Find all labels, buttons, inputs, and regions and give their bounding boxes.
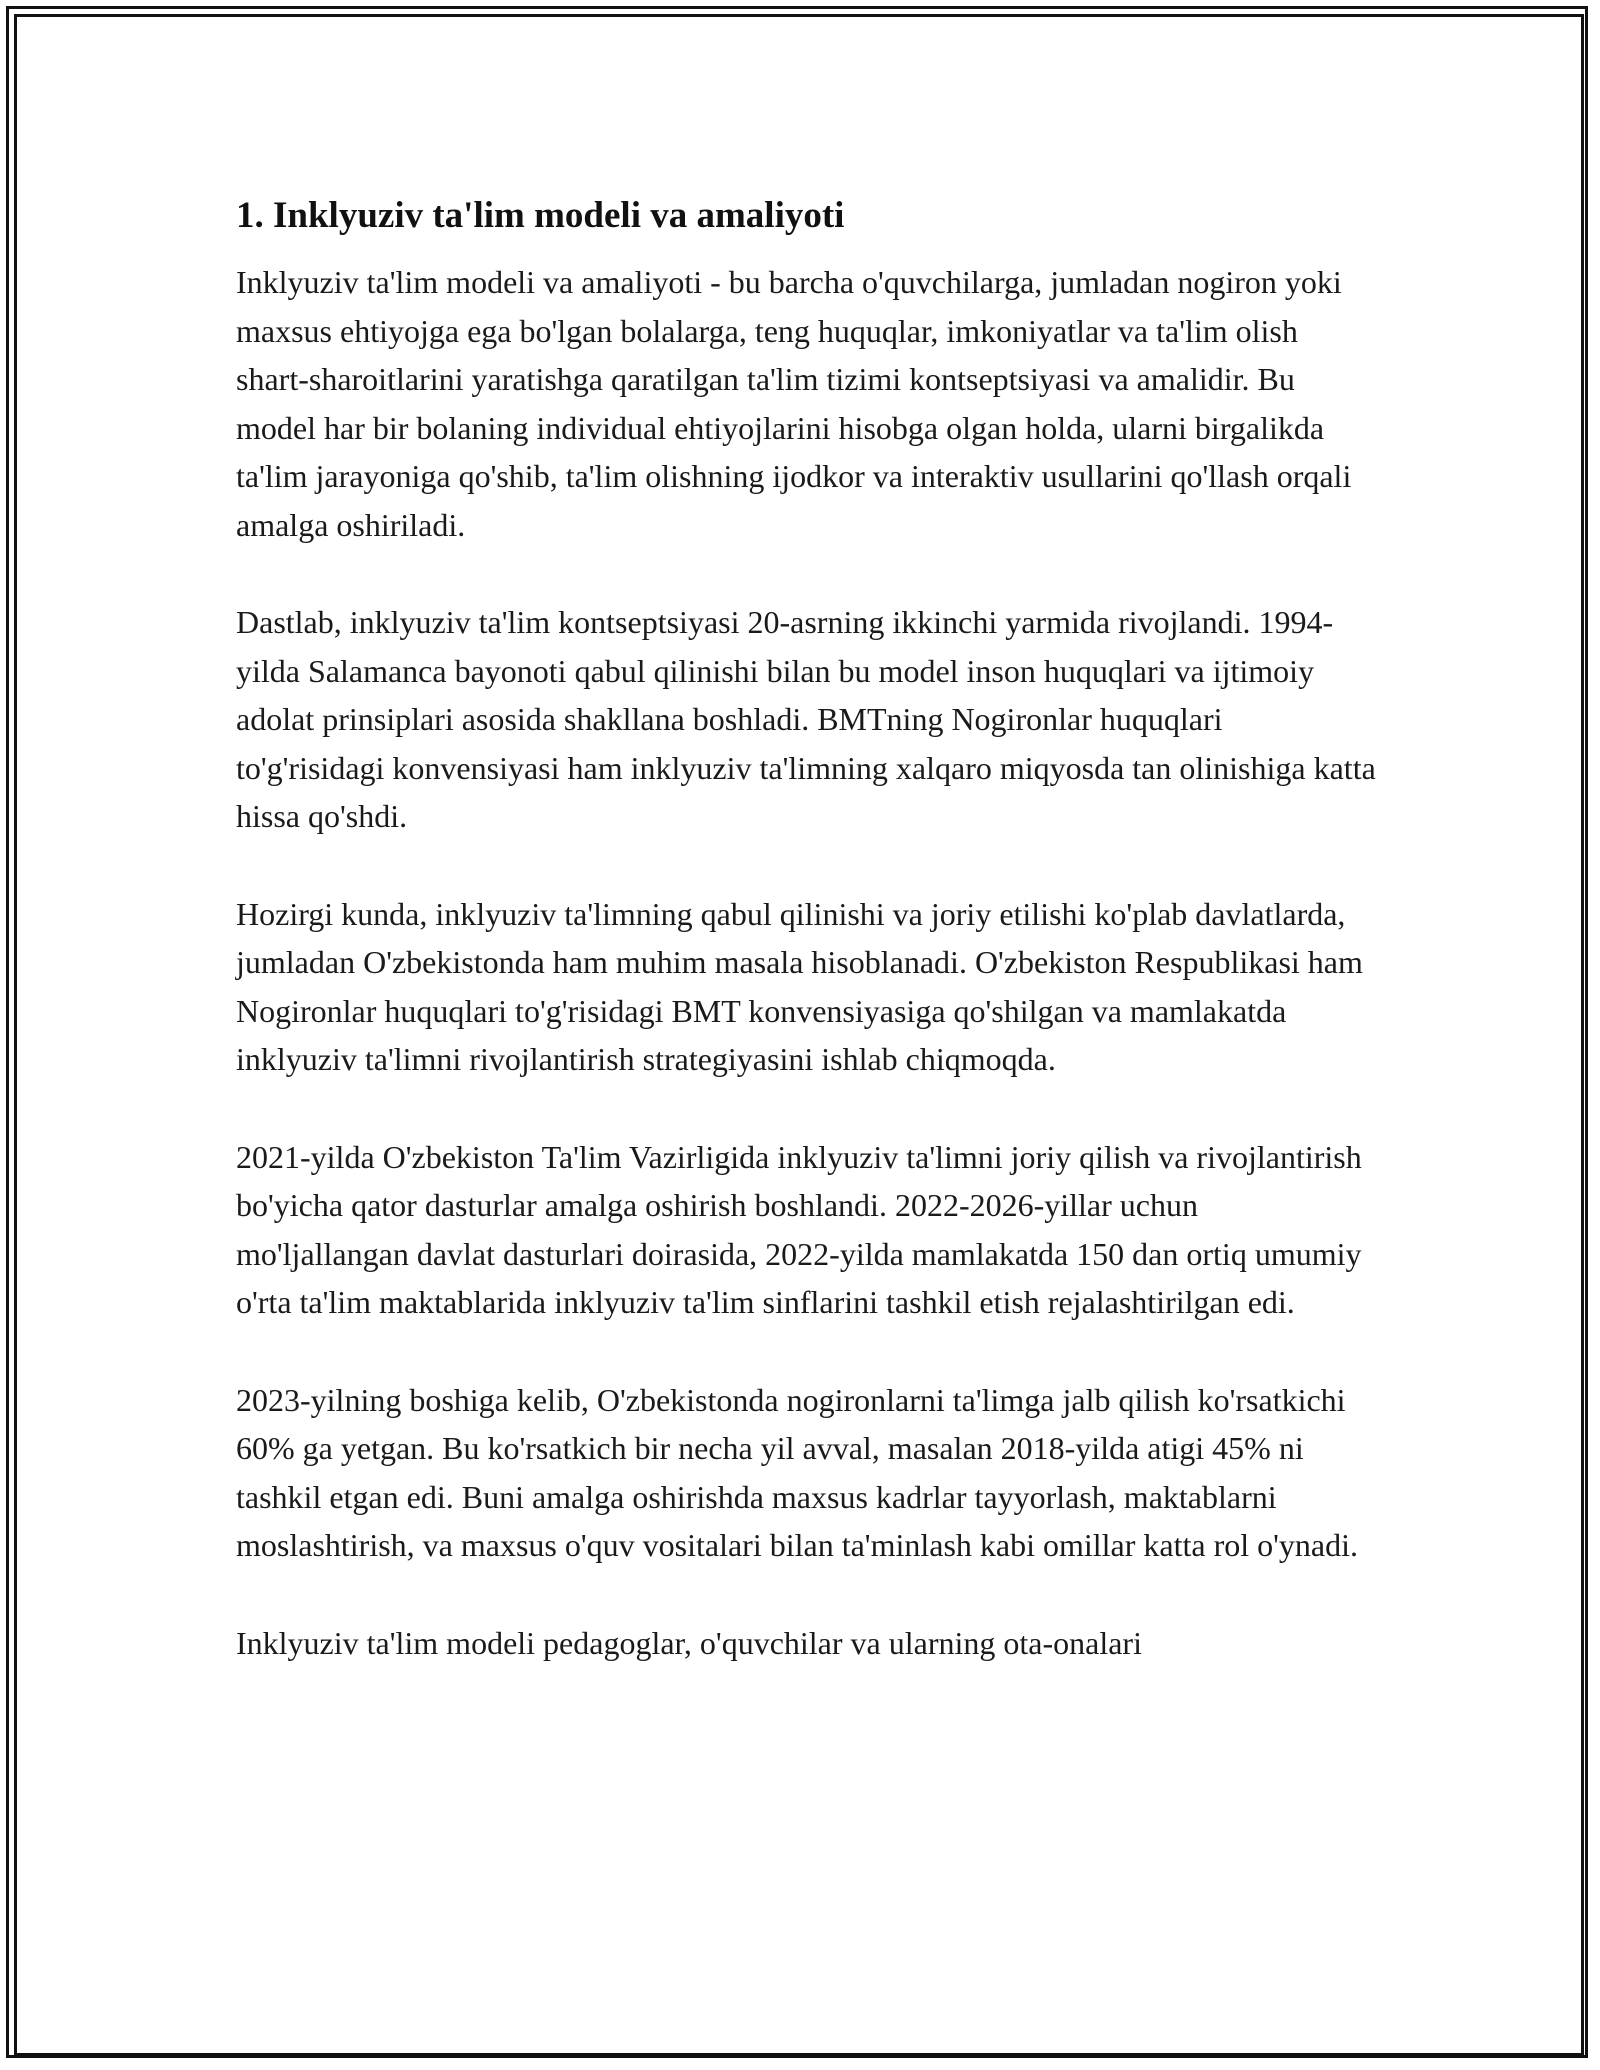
paragraph-current-state: Hozirgi kunda, inklyuziv ta'limning qabul qilinishi va joriy etilishi ko'plab davlatlarda, jumladan O'zbekistonda ham muhim masala hisoblanadi. O'zbekiston Respublikasi ham Nogironlar huquqlari to'g'risidagi BMT konvensiyasiga qo'shilgan va mamlakatda inklyuziv ta'limni rivojlantirish strategiyasini ishlab chiqmoqda. — [236, 895, 1363, 1077]
document-body — [236, 190, 1376, 1716]
section-heading: 1. Inklyuziv ta'lim modeli va amaliyoti — [236, 195, 845, 236]
paragraph-continued: Inklyuziv ta'lim modeli pedagoglar, o'quvchilar va ularning ota-onalari — [236, 1624, 1142, 1661]
paragraph-history: Dastlab, inklyuziv ta'lim kontseptsiyasi 20-asrning ikkinchi yarmida rivojlandi. 1994-yilda Salamanca bayonoti qabul qilinishi bilan bu model inson huquqlari va ijtimoiy adolat prinsiplari asosida shakllana boshladi. BMTning Nogironlar huquqlari to'g'risidagi konvensiyasi ham inklyuziv ta'limning xalqaro miqyosda tan olinishiga katta hissa qo'shdi. — [236, 604, 1376, 834]
paragraph-programs-2021: 2021-yilda O'zbekiston Ta'lim Vazirligida inklyuziv ta'limni joriy qilish va rivojlantirish bo'yicha qator dasturlar amalga oshirish boshlandi. 2022-2026-yillar uchun mo'ljallangan davlat dasturlari doirasida, 2022-yilda mamlakatda 150 dan ortiq umumiy o'rta ta'lim maktablarida inklyuziv ta'lim sinflarini tashkil etish rejalashtirilgan edi. — [236, 1138, 1362, 1320]
paragraph-statistics-2023: 2023-yilning boshiga kelib, O'zbekistonda nogironlarni ta'limga jalb qilish ko'rsatkichi 60% ga yetgan. Bu ko'rsatkich bir necha yil avval, masalan 2018-yilda atigi 45% ni tashkil etgan edi. Buni amalga oshirishda maxsus kadrlar tayyorlash, maktablarni moslashtirish, va maxsus o'quv vositalari bilan ta'minlash kabi omillar katta rol o'ynadi. — [236, 1381, 1358, 1563]
paragraph-intro: Inklyuziv ta'lim modeli va amaliyoti - bu barcha o'quvchilarga, jumladan nogiron yoki maxsus ehtiyojga ega bo'lgan bolalarga, teng huquqlar, imkoniyatlar va ta'lim olish shart-sharoitlarini yaratishga qaratilgan ta'lim tizimi kontseptsiyasi va amalidir. Bu model har bir bolaning individual ehtiyojlarini hisobga olgan holda, ularni birgalikda ta'lim jarayoniga qo'shib, ta'lim olishning ijodkor va interaktiv usullarini qo'llash orqali amalga oshiriladi. — [236, 264, 1352, 543]
